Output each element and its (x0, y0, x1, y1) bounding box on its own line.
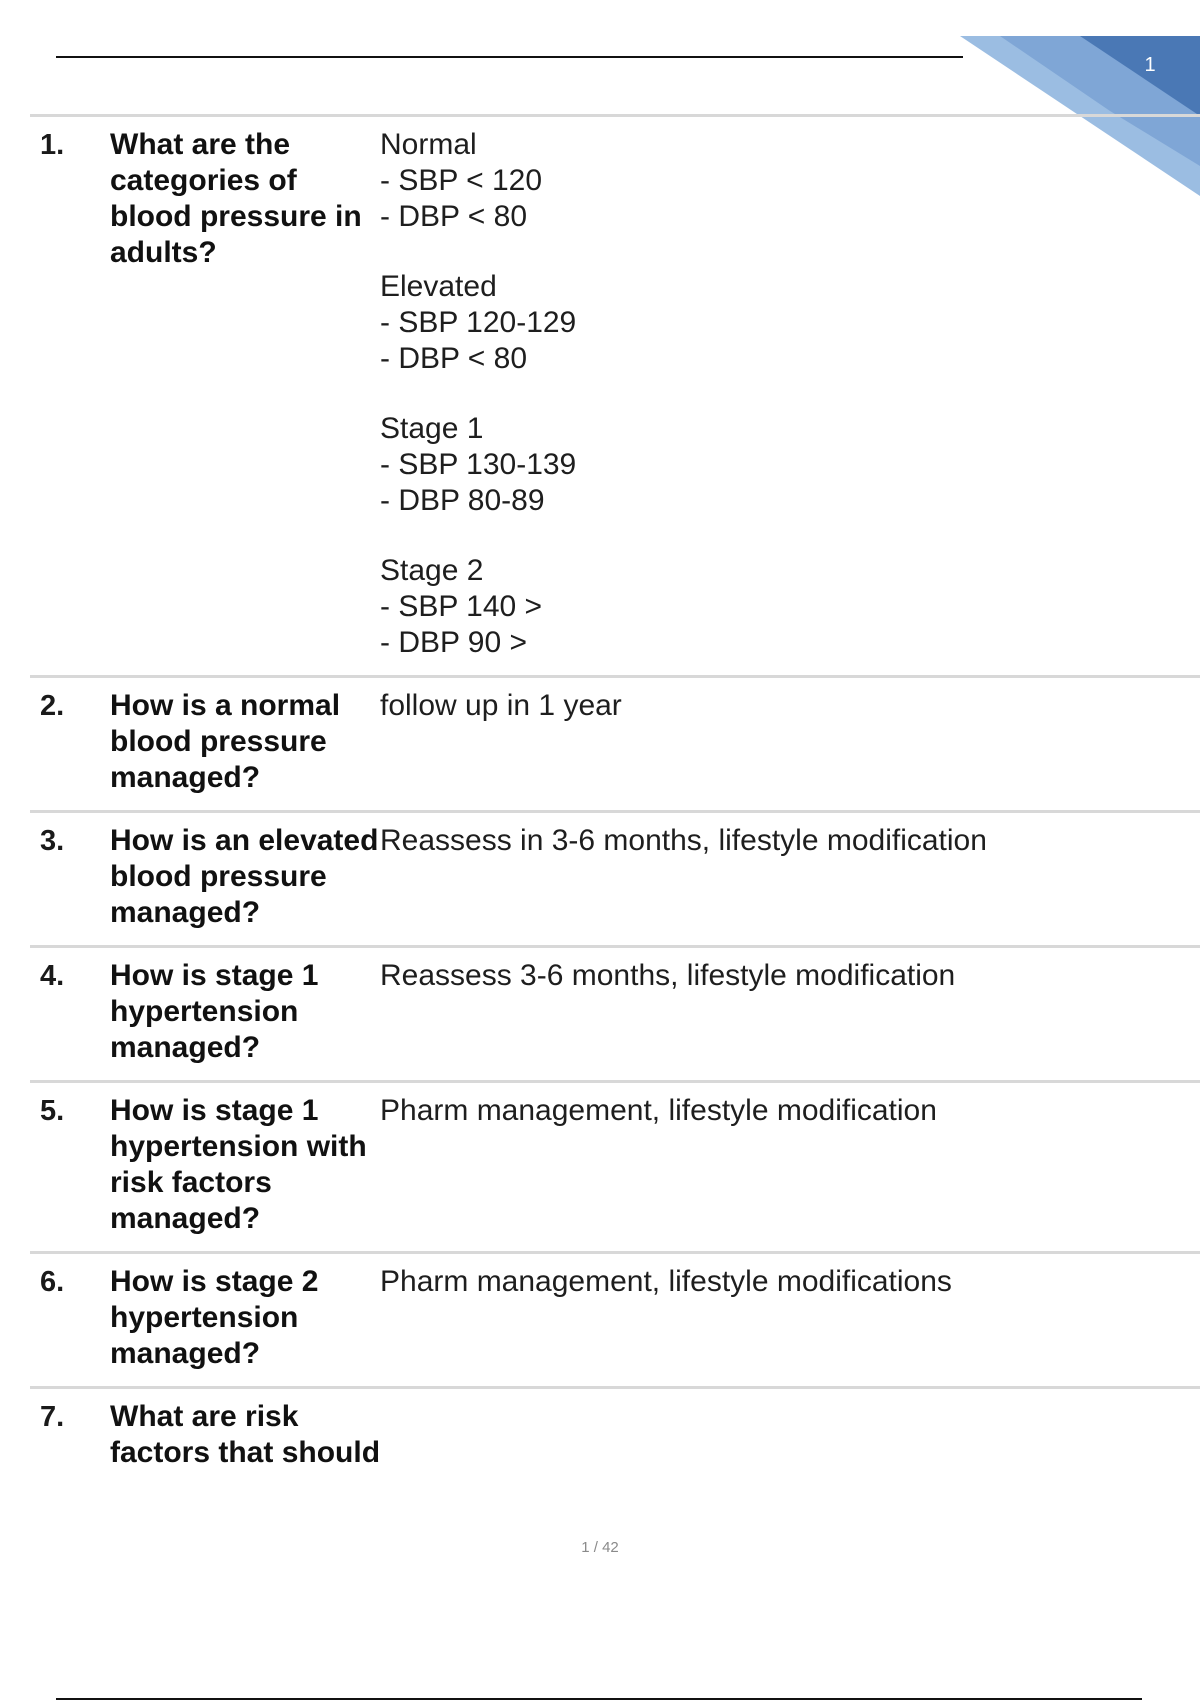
answer-line: Normal (380, 128, 477, 161)
answer-line: Reassess in 3-6 months, lifestyle modification (380, 824, 987, 857)
card-question: How is stage 1 hypertension with risk factors managed? (110, 1094, 367, 1235)
answer-block (380, 823, 1200, 859)
answer-line: - SBP < 120 (380, 164, 543, 197)
answer-line: follow up in 1 year (380, 689, 622, 722)
card-answer (380, 677, 1200, 812)
answer-line: - DBP 80-89 (380, 484, 545, 517)
answer-line: Pharm management, lifestyle modifications (380, 1265, 952, 1298)
answer-block (380, 958, 1200, 994)
answer-block (380, 411, 1200, 519)
card-number: 2. (40, 690, 65, 722)
flashcard-row (30, 1253, 1200, 1388)
answer-line: - SBP 120-129 (380, 306, 577, 339)
answer-line: Stage 1 (380, 412, 484, 445)
answer-block (380, 269, 1200, 377)
flashcard-row (30, 677, 1200, 812)
flashcard-row (30, 116, 1200, 677)
flashcard-row (30, 1388, 1200, 1486)
card-question: How is stage 1 hypertension managed? (110, 959, 319, 1064)
answer-line: - DBP < 80 (380, 342, 528, 375)
card-number: 3. (40, 825, 65, 857)
answer-block (380, 127, 1200, 235)
card-question: What are risk factors that should (110, 1400, 381, 1469)
card-number: 6. (40, 1266, 65, 1298)
flashcard-table (30, 114, 1200, 1485)
card-question: How is stage 2 hypertension managed? (110, 1265, 319, 1370)
answer-line: - SBP 130-139 (380, 448, 577, 481)
card-question: What are the categories of blood pressure in adults? (110, 128, 362, 269)
card-answer (380, 1082, 1200, 1253)
card-answer (380, 947, 1200, 1082)
page-number-badge: 1 (1144, 54, 1156, 76)
flashcard-row (30, 1082, 1200, 1253)
card-number: 7. (40, 1401, 65, 1433)
answer-line: Pharm management, lifestyle modification (380, 1094, 937, 1127)
answer-line: Stage 2 (380, 554, 484, 587)
answer-line: Reassess 3-6 months, lifestyle modification (380, 959, 956, 992)
card-answer (380, 812, 1200, 947)
card-question: How is a normal blood pressure managed? (110, 689, 341, 794)
card-number: 5. (40, 1095, 65, 1127)
header-rule (56, 56, 963, 58)
answer-line: - SBP 140 > (380, 590, 543, 623)
flashcard-row (30, 947, 1200, 1082)
answer-line: - DBP < 80 (380, 200, 528, 233)
card-answer (380, 1253, 1200, 1388)
card-answer (380, 1388, 1200, 1486)
answer-line: - DBP 90 > (380, 626, 528, 659)
card-answer (380, 116, 1200, 677)
answer-block (380, 553, 1200, 661)
answer-block (380, 1264, 1200, 1300)
card-number: 1. (40, 129, 65, 161)
card-question: How is an elevated blood pressure managed? (110, 824, 379, 929)
flashcard-row (30, 812, 1200, 947)
answer-block (380, 688, 1200, 724)
answer-line: Elevated (380, 270, 497, 303)
card-number: 4. (40, 960, 65, 992)
page-counter: 1 / 42 (581, 1539, 619, 1556)
answer-block (380, 1093, 1200, 1129)
